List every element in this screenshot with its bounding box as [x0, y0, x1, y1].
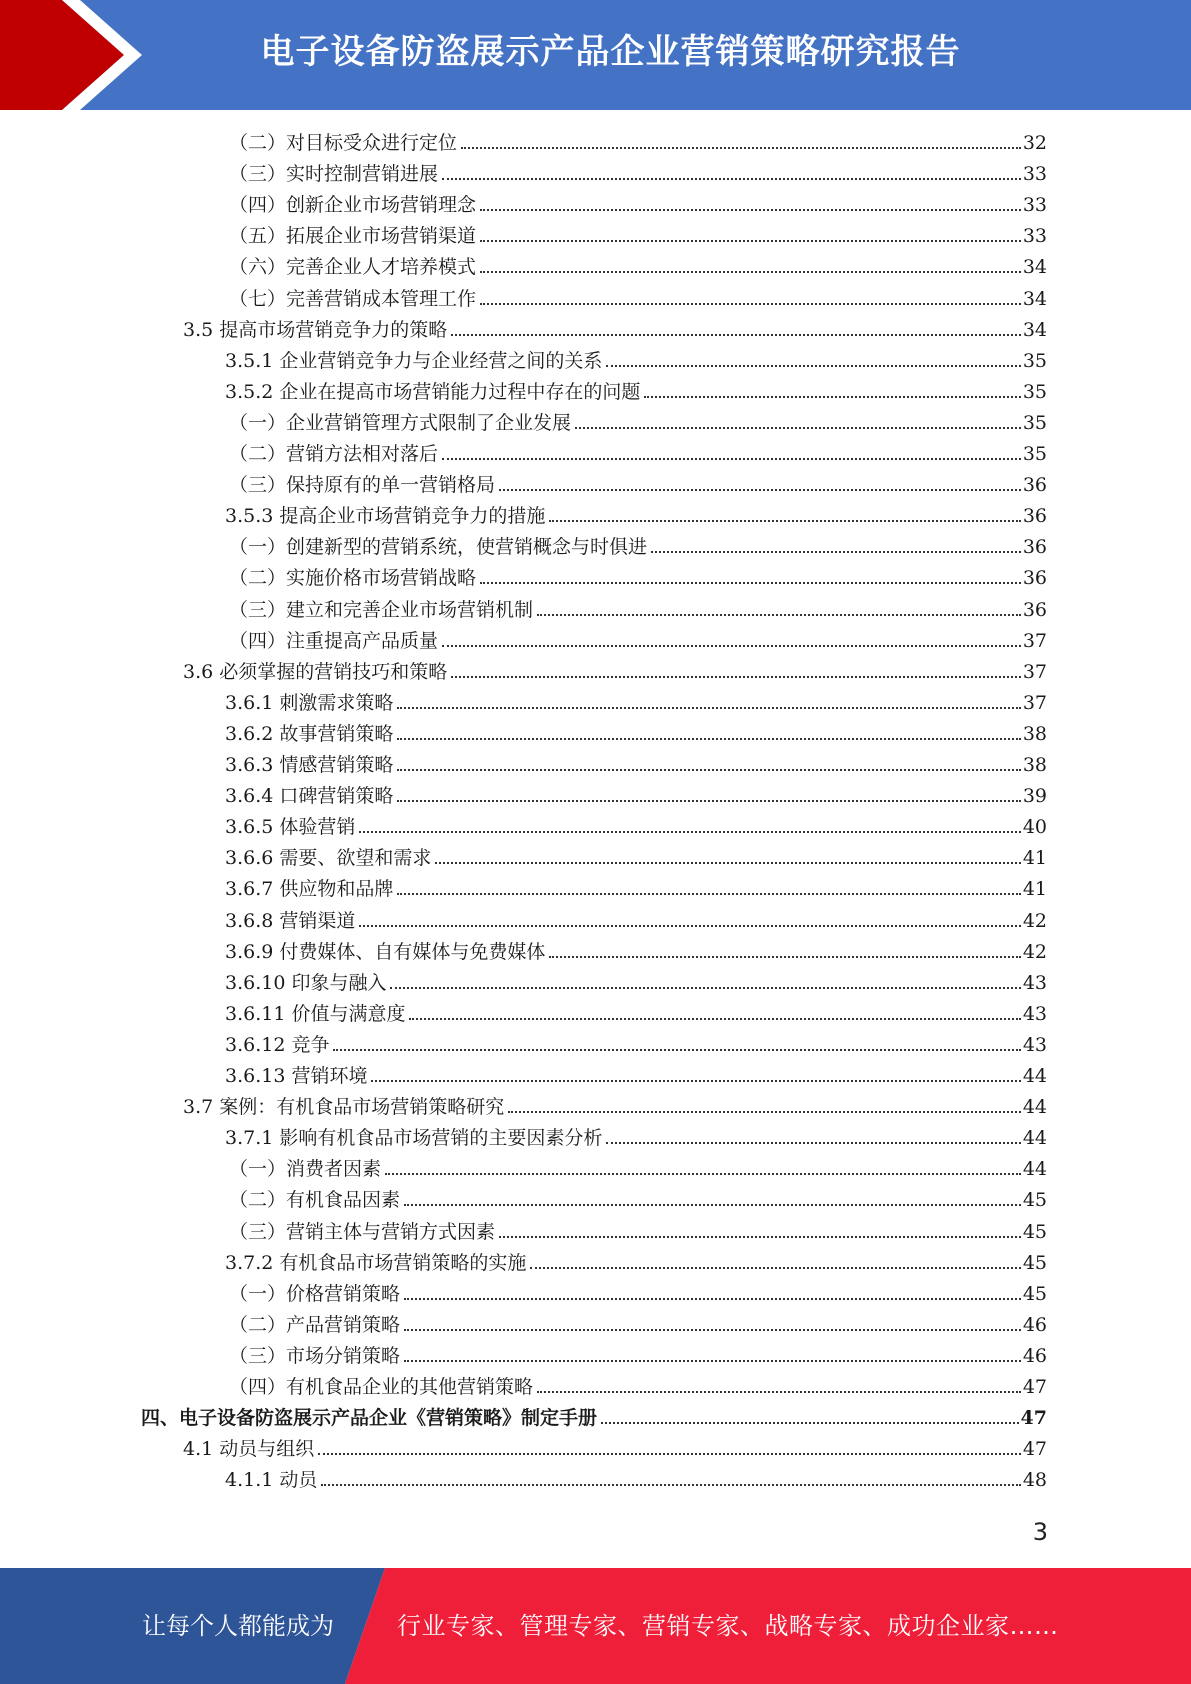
toc-entry-label: 3.7.1 影响有机食品市场营销的主要因素分析 [225, 1127, 603, 1150]
toc-entry-page: 42 [1022, 940, 1047, 963]
toc-entry[interactable] [229, 221, 1047, 252]
toc-entry-label: （七）完善营销成本管理工作 [229, 287, 477, 310]
toc-entry[interactable] [229, 1185, 1047, 1216]
toc-entry[interactable] [229, 1279, 1047, 1310]
toc-entry-page: 41 [1022, 847, 1047, 870]
toc-entry-label: 4.1 动员与组织 [183, 1438, 315, 1461]
toc-entry-page: 47 [1020, 1407, 1047, 1430]
toc-entry-label: 3.6.5 体验营销 [225, 816, 356, 839]
toc-entry[interactable] [225, 1030, 1047, 1061]
toc-entry[interactable] [229, 439, 1047, 470]
toc-entry-page: 34 [1022, 287, 1047, 310]
toc-dot-leader [508, 1111, 1021, 1113]
toc-entry-page: 44 [1022, 1127, 1047, 1150]
toc-entry-label: （二）对目标受众进行定位 [229, 132, 458, 154]
toc-entry-page: 32 [1022, 132, 1047, 154]
page-header [0, 0, 1191, 110]
toc-entry-label: 3.6.3 情感营销策略 [225, 754, 394, 776]
toc-dot-leader [606, 1142, 1020, 1144]
toc-entry[interactable] [229, 626, 1047, 657]
toc-dot-leader [397, 707, 1020, 709]
toc-entry[interactable] [225, 750, 1047, 781]
toc-entry[interactable] [229, 1154, 1047, 1185]
toc-entry-label: 3.6.11 价值与满意度 [225, 1002, 406, 1025]
toc-entry-page: 37 [1022, 691, 1047, 714]
toc-entry-label: （五）拓展企业市场营销渠道 [229, 225, 477, 248]
toc-entry-page: 44 [1022, 1158, 1047, 1181]
toc-entry-label: 3.6.12 竞争 [225, 1033, 330, 1056]
toc-dot-leader [390, 987, 1020, 989]
toc-entry[interactable] [183, 1434, 1047, 1465]
toc-entry-page: 33 [1022, 194, 1047, 217]
toc-dot-leader [499, 1236, 1021, 1238]
toc-dot-leader [651, 551, 1021, 553]
toc-dot-leader [606, 365, 1020, 367]
toc-dot-leader [404, 1298, 1021, 1300]
toc-dot-leader [499, 489, 1021, 491]
toc-entry[interactable] [229, 563, 1047, 594]
toc-entry[interactable] [229, 190, 1047, 221]
toc-entry-page: 43 [1022, 971, 1047, 994]
toc-dot-leader [409, 1018, 1020, 1020]
toc-dot-leader [461, 147, 1021, 149]
toc-entry-page: 45 [1022, 1220, 1047, 1243]
toc-entry-label: （二）实施价格市场营销战略 [229, 567, 477, 590]
toc-entry-page: 40 [1022, 816, 1047, 839]
toc-entry[interactable] [229, 284, 1047, 315]
toc-entry-label: 3.5.2 企业在提高市场营销能力过程中存在的问题 [225, 380, 641, 403]
toc-dot-leader [397, 738, 1020, 740]
toc-dot-leader [537, 614, 1021, 616]
toc-entry-label: （三）营销主体与营销方式因素 [229, 1220, 496, 1243]
toc-entry-label: （一）价格营销策略 [229, 1282, 401, 1305]
toc-entry-label: （一）企业营销管理方式限制了企业发展 [229, 411, 572, 434]
toc-entry-label: 3.6.10 印象与融入 [225, 971, 387, 994]
toc-dot-leader [385, 1173, 1021, 1175]
toc-entry-page: 41 [1022, 878, 1047, 901]
toc-entry[interactable] [225, 688, 1047, 719]
toc-entry[interactable] [229, 252, 1047, 283]
toc-entry-page: 33 [1022, 163, 1047, 186]
toc-dot-leader [451, 676, 1021, 678]
toc-entry-page: 44 [1022, 1065, 1047, 1087]
toc-entry[interactable] [225, 377, 1047, 408]
toc-entry-page: 36 [1022, 598, 1047, 621]
toc-entry-label: 3.6.4 口碑营销策略 [225, 785, 394, 808]
toc-dot-leader [397, 769, 1020, 771]
toc-entry-page: 43 [1022, 1002, 1047, 1025]
toc-entry-page: 36 [1022, 536, 1047, 559]
toc-entry-page: 47 [1022, 1438, 1047, 1461]
toc-entry-label: 3.6.1 刺激需求策略 [225, 691, 394, 714]
toc-entry-page: 38 [1022, 754, 1047, 776]
toc-entry-label: （四）创新企业市场营销理念 [229, 194, 477, 217]
toc-entry[interactable] [229, 1217, 1047, 1248]
toc-dot-leader [359, 831, 1020, 833]
toc-entry-page: 46 [1022, 1313, 1047, 1336]
toc-entry-label: （三）市场分销策略 [229, 1344, 401, 1367]
toc-dot-leader [404, 1329, 1021, 1331]
toc-entry[interactable] [229, 159, 1047, 190]
toc-entry[interactable] [225, 968, 1047, 999]
toc-entry-label: 3.6.7 供应物和品牌 [225, 878, 394, 901]
toc-entry-page: 47 [1022, 1376, 1047, 1398]
toc-entry-page: 37 [1022, 660, 1047, 683]
toc-entry-page: 39 [1022, 785, 1047, 808]
toc-dot-leader [480, 271, 1021, 273]
toc-entry-page: 45 [1022, 1251, 1047, 1274]
toc-entry-label: 3.6.8 营销渠道 [225, 909, 356, 932]
toc-entry-label: （四）注重提高产品质量 [229, 629, 439, 652]
page-footer [0, 1568, 1191, 1684]
toc-entry-label: 4.1.1 动员 [225, 1469, 318, 1492]
toc-dot-leader [549, 520, 1020, 522]
toc-entry[interactable] [229, 408, 1047, 439]
toc-dot-leader [404, 1204, 1021, 1206]
toc-entry[interactable] [225, 719, 1047, 750]
toc-entry[interactable] [229, 470, 1047, 501]
toc-entry-label: （一）创建新型的营销系统，使营销概念与时俱进 [229, 536, 648, 559]
footer-slogan-left: 让每个人都能成为 [142, 1612, 334, 1640]
toc-dot-leader [575, 427, 1021, 429]
toc-dot-leader [442, 645, 1021, 647]
toc-entry-label: （四）有机食品企业的其他营销策略 [229, 1376, 534, 1398]
toc-entry-label: （三）保持原有的单一营销格局 [229, 474, 496, 497]
toc-entry[interactable] [225, 1465, 1047, 1496]
toc-entry-page: 36 [1022, 474, 1047, 497]
toc-entry-page: 44 [1022, 1096, 1047, 1119]
document-title: 电子设备防盗展示产品企业营销策略研究报告 [260, 32, 961, 72]
toc-dot-leader [480, 303, 1021, 305]
toc-entry[interactable] [225, 874, 1047, 905]
toc-entry-label: 3.7 案例：有机食品市场营销策略研究 [183, 1096, 505, 1119]
toc-entry[interactable] [141, 1403, 1047, 1434]
toc-entry-page: 35 [1022, 349, 1047, 372]
toc-entry-page: 38 [1022, 722, 1047, 745]
toc-dot-leader [404, 1360, 1021, 1362]
toc-entry-label: 3.7.2 有机食品市场营销策略的实施 [225, 1251, 527, 1274]
toc-entry[interactable] [183, 315, 1047, 346]
toc-entry-label: （二）有机食品因素 [229, 1189, 401, 1212]
toc-dot-leader [644, 396, 1020, 398]
toc-dot-leader [480, 240, 1021, 242]
toc-entry[interactable] [225, 1061, 1047, 1092]
toc-dot-leader [442, 178, 1021, 180]
toc-dot-leader [442, 458, 1021, 460]
toc-entry[interactable] [225, 1248, 1047, 1279]
toc-entry[interactable] [229, 595, 1047, 626]
toc-dot-leader [318, 1453, 1021, 1455]
toc-entry-label: 3.6 必须掌握的营销技巧和策略 [183, 660, 448, 683]
toc-dot-leader [480, 582, 1021, 584]
toc-entry[interactable] [229, 128, 1047, 159]
toc-entry-page: 35 [1022, 411, 1047, 434]
toc-entry-page: 45 [1022, 1282, 1047, 1305]
toc-entry-page: 43 [1022, 1033, 1047, 1056]
toc-entry[interactable] [183, 1092, 1047, 1123]
toc-entry-page: 36 [1022, 505, 1047, 528]
toc-entry-page: 33 [1022, 225, 1047, 248]
toc-dot-leader [549, 956, 1020, 958]
toc-entry[interactable] [225, 781, 1047, 812]
toc-entry[interactable] [225, 937, 1047, 968]
toc-entry-page: 46 [1022, 1344, 1047, 1367]
toc-dot-leader [601, 1422, 1019, 1424]
toc-entry[interactable] [225, 501, 1047, 532]
toc-entry-label: 3.6.2 故事营销策略 [225, 722, 394, 745]
toc-entry-page: 45 [1022, 1189, 1047, 1212]
toc-entry[interactable] [229, 532, 1047, 563]
toc-dot-leader [371, 1080, 1020, 1082]
toc-entry-page: 35 [1022, 380, 1047, 403]
toc-entry-label: （二）产品营销策略 [229, 1313, 401, 1336]
toc-entry[interactable] [183, 657, 1047, 688]
toc-entry[interactable] [229, 1341, 1047, 1372]
toc-dot-leader [397, 800, 1020, 802]
toc-entry-label: 3.6.13 营销环境 [225, 1065, 368, 1087]
toc-entry[interactable] [229, 1372, 1047, 1403]
toc-entry-page: 48 [1022, 1469, 1047, 1492]
toc-entry[interactable] [225, 906, 1047, 937]
toc-entry-page: 35 [1022, 443, 1047, 465]
toc-dot-leader [359, 925, 1020, 927]
toc-entry-page: 34 [1022, 256, 1047, 279]
toc-entry-page: 42 [1022, 909, 1047, 932]
toc-entry-label: 3.5.1 企业营销竞争力与企业经营之间的关系 [225, 349, 603, 372]
toc-dot-leader [333, 1049, 1020, 1051]
toc-entry-label: （六）完善企业人才培养模式 [229, 256, 477, 279]
toc-dot-leader [537, 1391, 1021, 1393]
toc-entry-label: 3.5.3 提高企业市场营销竞争力的措施 [225, 505, 546, 528]
toc-dot-leader [480, 209, 1021, 211]
toc-dot-leader [435, 862, 1020, 864]
toc-entry[interactable] [225, 346, 1047, 377]
toc-entry[interactable] [225, 812, 1047, 843]
toc-entry-label: （一）消费者因素 [229, 1158, 382, 1181]
toc-entry-label: 3.5 提高市场营销竞争力的策略 [183, 318, 448, 341]
toc-entry-label: 3.6.6 需要、欲望和需求 [225, 847, 432, 870]
toc-entry-label: （三）建立和完善企业市场营销机制 [229, 598, 534, 621]
toc-entry-label: 3.6.9 付费媒体、自有媒体与免费媒体 [225, 940, 546, 963]
toc-entry[interactable] [225, 843, 1047, 874]
toc-dot-leader [451, 334, 1021, 336]
toc-entry-page: 37 [1022, 629, 1047, 652]
toc-entry-label: （三）实时控制营销进展 [229, 163, 439, 186]
toc-entry-page: 34 [1022, 318, 1047, 341]
toc-entry[interactable] [225, 999, 1047, 1030]
toc-entry[interactable] [229, 1310, 1047, 1341]
toc-dot-leader [397, 893, 1020, 895]
footer-slogan-right: 行业专家、管理专家、营销专家、战略专家、成功企业家…… [397, 1612, 1059, 1640]
toc-entry-label: 四、电子设备防盗展示产品企业《营销策略》制定手册 [141, 1407, 598, 1430]
toc-dot-leader [321, 1484, 1020, 1486]
toc-entry[interactable] [225, 1123, 1047, 1154]
page-number: 3 [1032, 1518, 1048, 1546]
toc-entry-page: 36 [1022, 567, 1047, 590]
toc-entry-label: （二）营销方法相对落后 [229, 443, 439, 465]
toc-dot-leader [530, 1267, 1020, 1269]
